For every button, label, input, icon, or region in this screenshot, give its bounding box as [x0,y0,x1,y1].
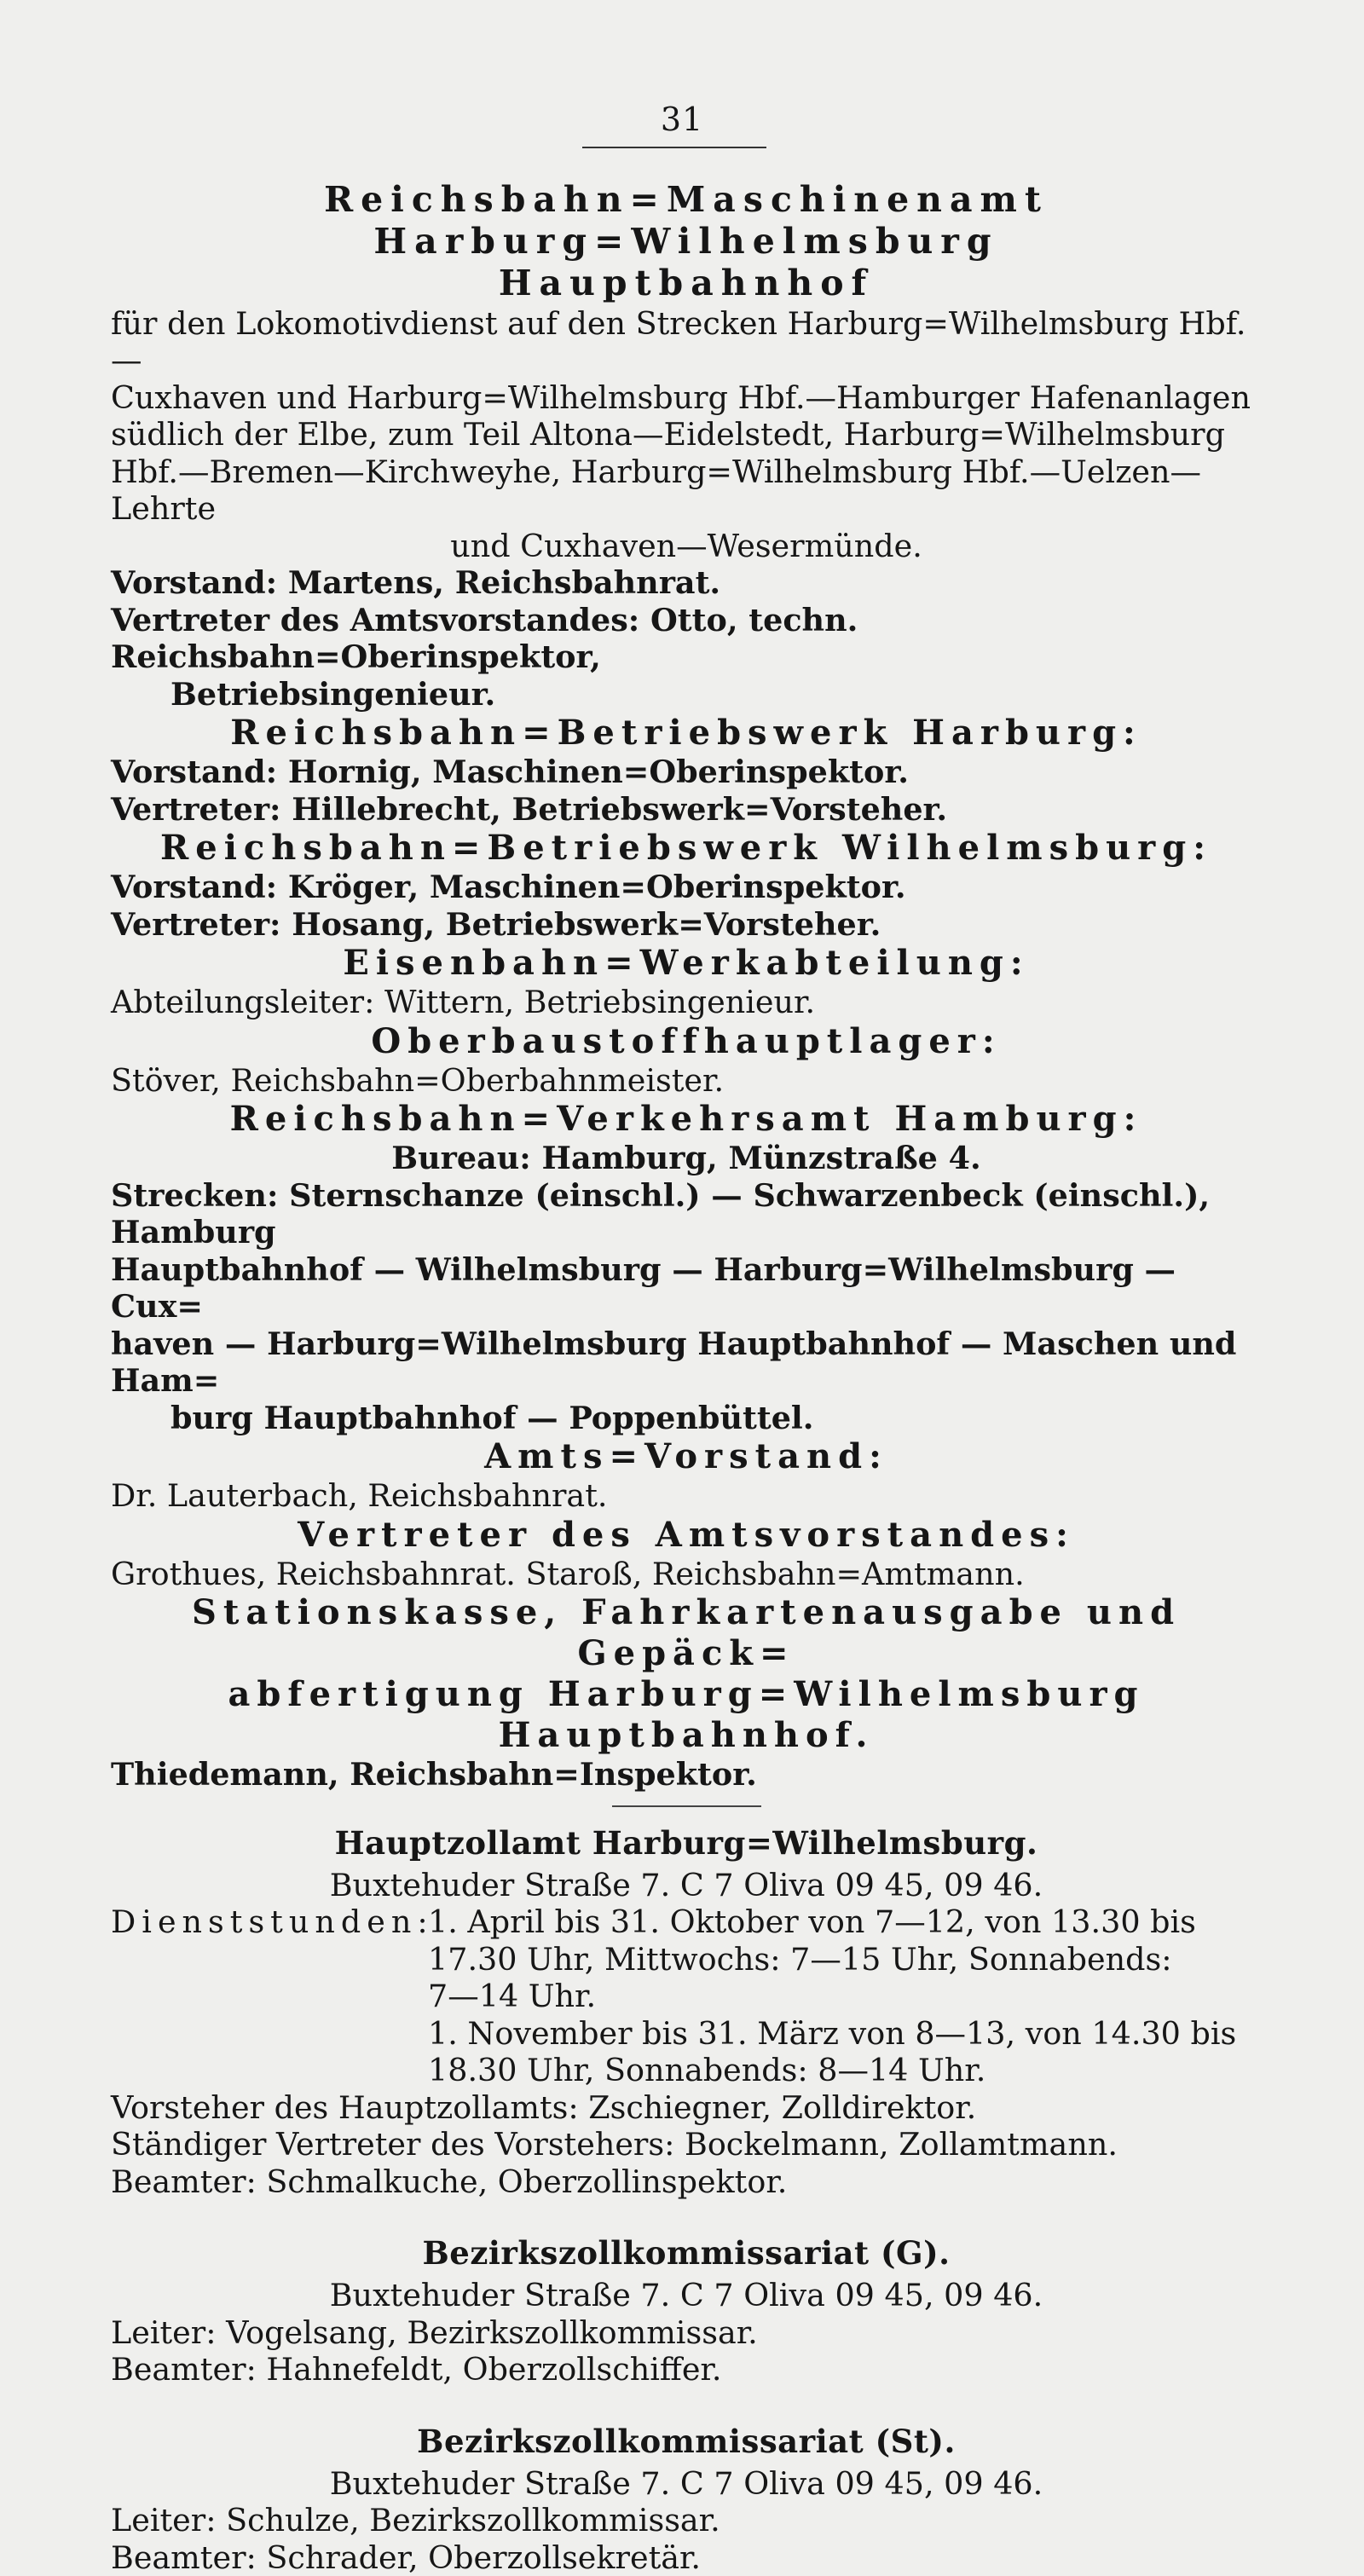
vertreter-line: Vertreter: Hosang, Betriebswerk=Vorsteher. [111,905,881,943]
text-line: Ständiger Vertreter des Vorstehers: Bockelmann, Zollamtmann. [111,2126,1118,2163]
text-line: südlich der Elbe, zum Teil Altona—Eidelstedt, Harburg=Wilhelmsburg [111,416,1225,453]
vertreter-line: Vertreter des Amtsvorstandes: Otto, techn. Reichsbahn=Oberinspektor, [111,601,858,676]
heading-amtsvorstand: Amts=Vorstand: [484,1436,888,1477]
address-line: Buxtehuder Straße 7. C 7 Oliva 09 45, 09 46. [329,1866,1043,1903]
text-line: 1. November bis 31. März von 8—13, von 14.30 bis [428,2014,1237,2052]
heading-hauptzollamt: Hauptzollamt Harburg=Wilhelmsburg. [334,1823,1038,1862]
text-line: 7—14 Uhr. [428,1978,597,2015]
text-line: Hbf.—Bremen—Kirchweyhe, Harburg=Wilhelmsburg Hbf.—Uelzen—Lehrte [111,453,1202,528]
page-content [111,179,1262,2576]
text-line: 1. April bis 31. Oktober von 7—12, von 13.30 bis [428,1903,1196,1941]
text-line: Abteilungsleiter: Wittern, Betriebsingenieur. [111,984,816,1021]
address-line: Buxtehuder Straße 7. C 7 Oliva 09 45, 09 46. [329,2464,1043,2502]
text-line: Beamter: Schrader, Oberzollsekretär. [111,2538,702,2576]
section-bzk-st [111,2423,1262,2576]
heading-vertreter: Vertreter des Amtsvorstandes: [298,1514,1075,1555]
text-line: für den Lokomotivdienst auf den Strecken Harburg=Wilhelmsburg Hbf.— [111,304,1246,379]
heading-bzk-st: Bezirkszollkommissariat (St). [417,2422,956,2460]
vorstand-line: Vorstand: Kröger, Maschinen=Oberinspektor. [111,869,906,906]
text-line: 17.30 Uhr, Mittwochs: 7—15 Uhr, Sonnabends: [428,1940,1172,1978]
dienststunden-label: Dienststunden: [111,1903,434,1941]
text-line: 18.30 Uhr, Sonnabends: 8—14 Uhr. [428,2052,986,2089]
strecken-line: burg Hauptbahnhof — Poppenbüttel. [170,1399,814,1436]
section-bzk-g [111,2234,1262,2388]
section-maschinenamt [111,179,1262,713]
section-bw-wilhelmsburg [111,828,1262,943]
heading-hauptbahnhof: Hauptbahnhof [498,263,875,304]
heading-maschinenamt: Reichsbahn=Maschinenamt Harburg=Wilhelmsburg [324,179,1049,263]
text-line: Beamter: Hahnefeldt, Oberzollschiffer. [111,2351,722,2388]
section-bw-harburg [111,713,1262,828]
heading-stationskasse: Stationskasse, Fahrkartenausgabe und Gepäck= [191,1592,1182,1674]
page-number-rule [582,147,766,148]
text-line: Grothues, Reichsbahnrat. Staroß, Reichsbahn=Amtmann. [111,1555,1025,1592]
heading-bw-harburg: Reichsbahn=Betriebswerk Harburg: [230,713,1142,754]
text-line: Vorsteher des Hauptzollamts: Zschiegner, Zolldirektor. [111,2088,977,2126]
text-line: Stöver, Reichsbahn=Oberbahnmeister. [111,1061,725,1099]
strecken-line: haven — Harburg=Wilhelmsburg Hauptbahnhof — Maschen und Ham= [111,1325,1237,1400]
text-line: und Cuxhaven—Wesermünde. [450,527,922,564]
text-line: Thiedemann, Reichsbahn=Inspektor. [111,1756,757,1793]
heading-bw-wilhelmsburg: Reichsbahn=Betriebswerk Wilhelmsburg: [160,828,1212,869]
text-line: Beamter: Schmalkuche, Oberzollinspektor. [111,2163,788,2200]
text-line: Leiter: Schulze, Bezirkszollkommissar. [111,2502,720,2539]
strecken-line: Strecken: Sternschanze (einschl.) — Schwarzenbeck (einschl.), Hamburg [111,1176,1211,1251]
section-werkabteilung [111,943,1262,1021]
heading-bzk-g: Bezirkszollkommissariat (G). [422,2234,951,2273]
heading-stationskasse: abfertigung Harburg=Wilhelmsburg Hauptbahnhof. [228,1674,1145,1756]
page-number: 31 [660,101,704,138]
text-line: Dr. Lauterbach, Reichsbahnrat. [111,1477,608,1515]
section-hauptzollamt [111,1824,1262,2201]
heading-oberbaustoff: Oberbaustoffhauptlager: [371,1020,1002,1061]
text-line: Leiter: Vogelsang, Bezirkszollkommissar. [111,2313,758,2351]
dienststunden-block [111,1903,1262,2089]
bureau-line: Bureau: Hamburg, Münzstraße 4. [391,1140,981,1177]
section-verkehrsamt [111,1099,1262,1793]
section-divider [612,1805,761,1807]
vertreter-line: Vertreter: Hillebrecht, Betriebswerk=Vorsteher. [111,790,948,828]
section-oberbaustoff [111,1021,1262,1100]
strecken-line: Hauptbahnhof — Wilhelmsburg — Harburg=Wilhelmsburg — Cux= [111,1250,1176,1326]
vertreter-line: Betriebsingenieur. [170,675,496,713]
heading-verkehrsamt: Reichsbahn=Verkehrsamt Hamburg: [229,1099,1143,1140]
vorstand-line: Vorstand: Martens, Reichsbahnrat. [111,564,721,602]
text-line: Cuxhaven und Harburg=Wilhelmsburg Hbf.—Hamburger Hafenanlagen [111,378,1251,416]
dienststunden-text [428,1903,1236,2089]
heading-werkabteilung: Eisenbahn=Werkabteilung: [343,943,1030,984]
vorstand-line: Vorstand: Hornig, Maschinen=Oberinspektor. [111,754,909,791]
address-line: Buxtehuder Straße 7. C 7 Oliva 09 45, 09 46. [329,2277,1043,2314]
